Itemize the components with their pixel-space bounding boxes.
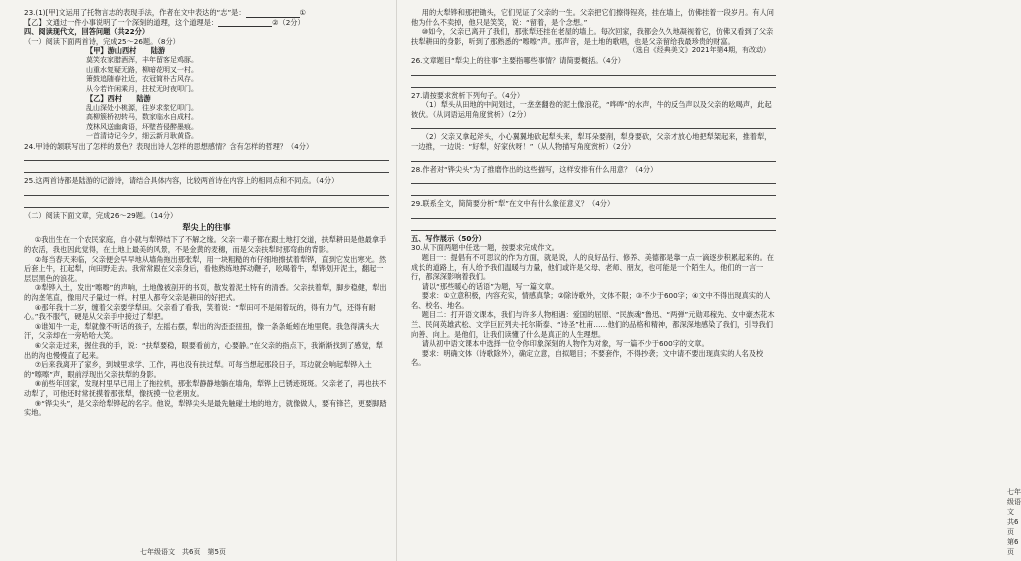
section-5-title: 五、写作展示（50分） — [411, 233, 486, 243]
q23-2: 【乙】文通过一件小事说明了一个深刻的道理，这个道理是： ②（2分） — [24, 17, 305, 27]
page-footer: 七年级语文 共6页 第5页 — [140, 548, 226, 556]
q23-1: 23.(1)[甲]文运用了托物言志的表现手法，作者在文中表达的“志”是： ① — [24, 8, 306, 17]
poem1-line: 山重水复疑无路，柳暗花明又一村。 — [86, 65, 198, 74]
right-page — [397, 0, 1021, 561]
answer-line[interactable] — [24, 199, 389, 208]
poem2-line: 高柳簇桥初转马，数家临水自成村。 — [86, 113, 198, 122]
answer-line[interactable] — [411, 175, 776, 184]
prose-paragraph: ③犁铧入土，发出“嚓嚓”的声响，土地像被剖开的书页，散发着泥土特有的清香。父亲扶着犁，脚步稳健，犁出的沟垄笔直，像用尺子量过一样。村里人都夸父亲是耕田的好把式。 — [24, 283, 387, 302]
poem1-line: 莫笑农家腊酒浑，丰年留客足鸡豚。 — [86, 56, 198, 65]
poem2-line: 乱山深处小桃源，往岁求浆忆叩门。 — [86, 104, 198, 112]
q27-2: （2）父亲又拿起斧头，小心翼翼地砍起犁头来，犁耳朵要削，犁身要砍，父亲才放心地把犁架起来，推着犁，一边推，一边说：“好犁，好家伙呀！”（从人物描写角度赏析）（2分） — [411, 132, 772, 151]
answer-line[interactable] — [411, 210, 776, 219]
q28: 28.作者对“铧尖头”为了推磨作出的这些描写，这样安排有什么用意？（4分） — [411, 164, 658, 174]
q27-1: （1）犁头从田地的中间划过，一垄垄翻卷的泥土像浪花，“哗哗”的水声，牛的反刍声以及父亲的吆喝声，此起彼伏。（从词语运用角度赏析）（2分） — [411, 100, 772, 119]
answer-line[interactable] — [411, 67, 776, 76]
section-4-title: 四、阅读现代文，回答问题（共22分） — [24, 27, 150, 37]
answer-line[interactable] — [24, 164, 389, 173]
prose-paragraph: 用的大犁铧和那把锄头，它们见证了父亲的一生。父亲把它们擦得锃亮，挂在墙上，仿佛挂着一段岁月。有人问他为什么不卖掉，他只是笑笑，说：“留着，是个念想。” — [411, 8, 774, 27]
answer-line[interactable] — [411, 222, 776, 231]
topic1-requirements: 要求：①立意积极，内容充实，情感真挚；②除诗歌外，文体不限；③不少于600字；④文中不得出现真实的人名、校名、地名。 — [411, 291, 771, 310]
q26: 26.文章题目“犁尖上的往事”主要指哪些事情？请简要概括。（4分） — [411, 55, 625, 65]
poem2-line: 一首清诗记今夕，细云新月耿黄昏。 — [86, 132, 198, 141]
prose-title: 犁尖上的往事 — [182, 223, 231, 233]
left-page — [0, 0, 397, 561]
topic2-intro: 题目二：打开语文课本，我们与许多人物相遇：爱国的屈原、“民族魂”鲁迅、“两弹”元勋邓稼先、女中豪杰花木兰、民间英雄武松、文学巨匠列夫·托尔斯泰、“诗圣”杜甫……他们的品格和精神，都深深地感染了我们，引导我们向善、向上。是他们，让我们读懂了什么是真正的人生理想。 — [411, 310, 775, 339]
q27: 27.请按要求赏析下列句子。（4分） — [411, 90, 525, 100]
topic1-task: 请以“那些暖心的话语”为题，写一篇文章。 — [421, 281, 559, 291]
topic2-requirements: 要求：明确文体（诗歌除外），确定立意，自拟题目；不要套作，不得抄袭；文中请不要出现真实的人名及校名。 — [411, 348, 764, 368]
prose-intro: （二）阅读下面文章，完成26～29题。（14分） — [24, 210, 178, 220]
prose-paragraph: ⑤谁知牛一走，犁就像不听话的孩子，左摇右摆，犁出的沟歪歪扭扭，像一条条蚯蚓在地里爬。我急得满头大汗，父亲却在一旁哈哈大笑。 — [24, 321, 380, 341]
poem1-title: 【甲】游山西村 陆游 — [86, 46, 166, 56]
prose-paragraph: ⑧前些年回家，发现村里早已用上了拖拉机，那张犁静静地躺在墙角，犁铧上已锈迹斑斑。父亲老了，再也扶不动犁了，可他还时常抚摸着那张犁，像抚摸一位老朋友。 — [24, 379, 387, 398]
topic2-task: 请从初中语文课本中选择一位令你印象深刻的人物作为对象，写一篇不少于600字的文章。 — [421, 339, 709, 349]
answer-line[interactable] — [411, 187, 776, 196]
topic1-intro: 题目一：提倡有不可思议的作为方面，就是说，人的良好品行、修养、美德都是靠一点一滴逐步积累起来的。在成长的道路上，有人给予我们温暖与力量，他们或许是父母、老师、朋友，也可能是一个陌生人，他们的一言一行，都深深影响着我们。 — [411, 252, 774, 282]
prose-paragraph: ⑦后来我离开了家乡，到城里求学、工作，再也没有扶过犁。可每当想起那段日子，耳边就会响起犁铧入土的“嚓嚓”声，眼前浮现出父亲扶犁的身影。 — [24, 360, 372, 379]
answer-line[interactable] — [24, 187, 389, 196]
prose-paragraph: ⑥父亲走过来，握住我的手，说：“扶犁要稳，眼要看前方，心要静。”在父亲的指点下，我渐渐找到了感觉，犁出的沟也慢慢直了起来。 — [24, 340, 383, 360]
answer-line[interactable] — [24, 152, 389, 161]
answer-line[interactable] — [411, 79, 776, 88]
source-note: （选自《经典美文》2021年第4期，有改动） — [628, 46, 770, 55]
prose-paragraph: ②每当春天来临，父亲便会早早地从墙角拖出那张犁，用一块粗糙的布仔细地擦拭着犁铧，直到它发出寒光。然后套上牛，扛起犁，向田野走去。我常常跟在父亲身后，看他熟练地挥动鞭子，吆喝着牛，犁铧划开泥土，翻起一层层黑色的浪花。 — [24, 254, 387, 283]
answer-line[interactable] — [411, 153, 776, 162]
poem1-line: 箫鼓追随春社近，衣冠简朴古风存。 — [86, 75, 198, 84]
page-footer: 七年级语文 共6页 第6页 — [1007, 488, 1021, 556]
prose-paragraph: ④那年我十二岁，缠着父亲要学犁田。父亲看了看我，笑着说：“犁田可不是闹着玩的，得有力气，还得有耐心。”我不服气，硬是从父亲手中接过了犁把。 — [24, 302, 376, 322]
prose-paragraph: ①我出生在一个农民家庭，自小就与犁铧结下了不解之缘。父亲一辈子都在跟土地打交道，扶犁耕田是他最拿手的农活，我也因此觉得，在土地上最美的风景，不是金黄的麦穗，而是父亲扶犁时那弯曲的背影。 — [24, 235, 387, 254]
q29: 29.联系全文，简简要分析“犁”在文中有什么象征意义？（4分） — [411, 199, 615, 209]
poem2-line: 茂林风送幽禽语，坏壁苔侵醉墨痕。 — [86, 122, 198, 131]
q30: 30.从下面两题中任选一题，按要求完成作文。 — [411, 243, 559, 253]
q25: 25.这两首诗都是陆游的记游诗，请结合具体内容，比较两首诗在内容上的相同点和不同点。（4分） — [24, 176, 339, 186]
poem2-title: 【乙】西村 陆游 — [86, 94, 151, 103]
prose-paragraph: ⑩如今，父亲已离开了我们，那张犁还挂在老屋的墙上。每次回家，我都会久久地凝视着它，仿佛又看到了父亲扶犁耕田的身影，听到了那熟悉的“嚓嚓”声。那声音，是土地的歌唱，也是父亲留给我最珍贵的财富。 — [411, 27, 774, 46]
poem1-line: 从今若许闲乘月，拄杖无时夜叩门。 — [86, 84, 198, 93]
answer-line[interactable] — [411, 120, 776, 129]
q24: 24.甲诗的颔联写出了怎样的景色？表现出诗人怎样的思想感情？含有怎样的哲理？（4分） — [24, 141, 314, 151]
poem-intro: （一）阅读下面两首诗，完成25～26题。（8分） — [24, 36, 180, 46]
prose-paragraph: ⑨“铧尖头”，是父亲给犁铧起的名字。他说，犁铧尖头是最先触碰土地的地方，就像做人，要有锋芒，更要脚踏实地。 — [24, 398, 387, 418]
